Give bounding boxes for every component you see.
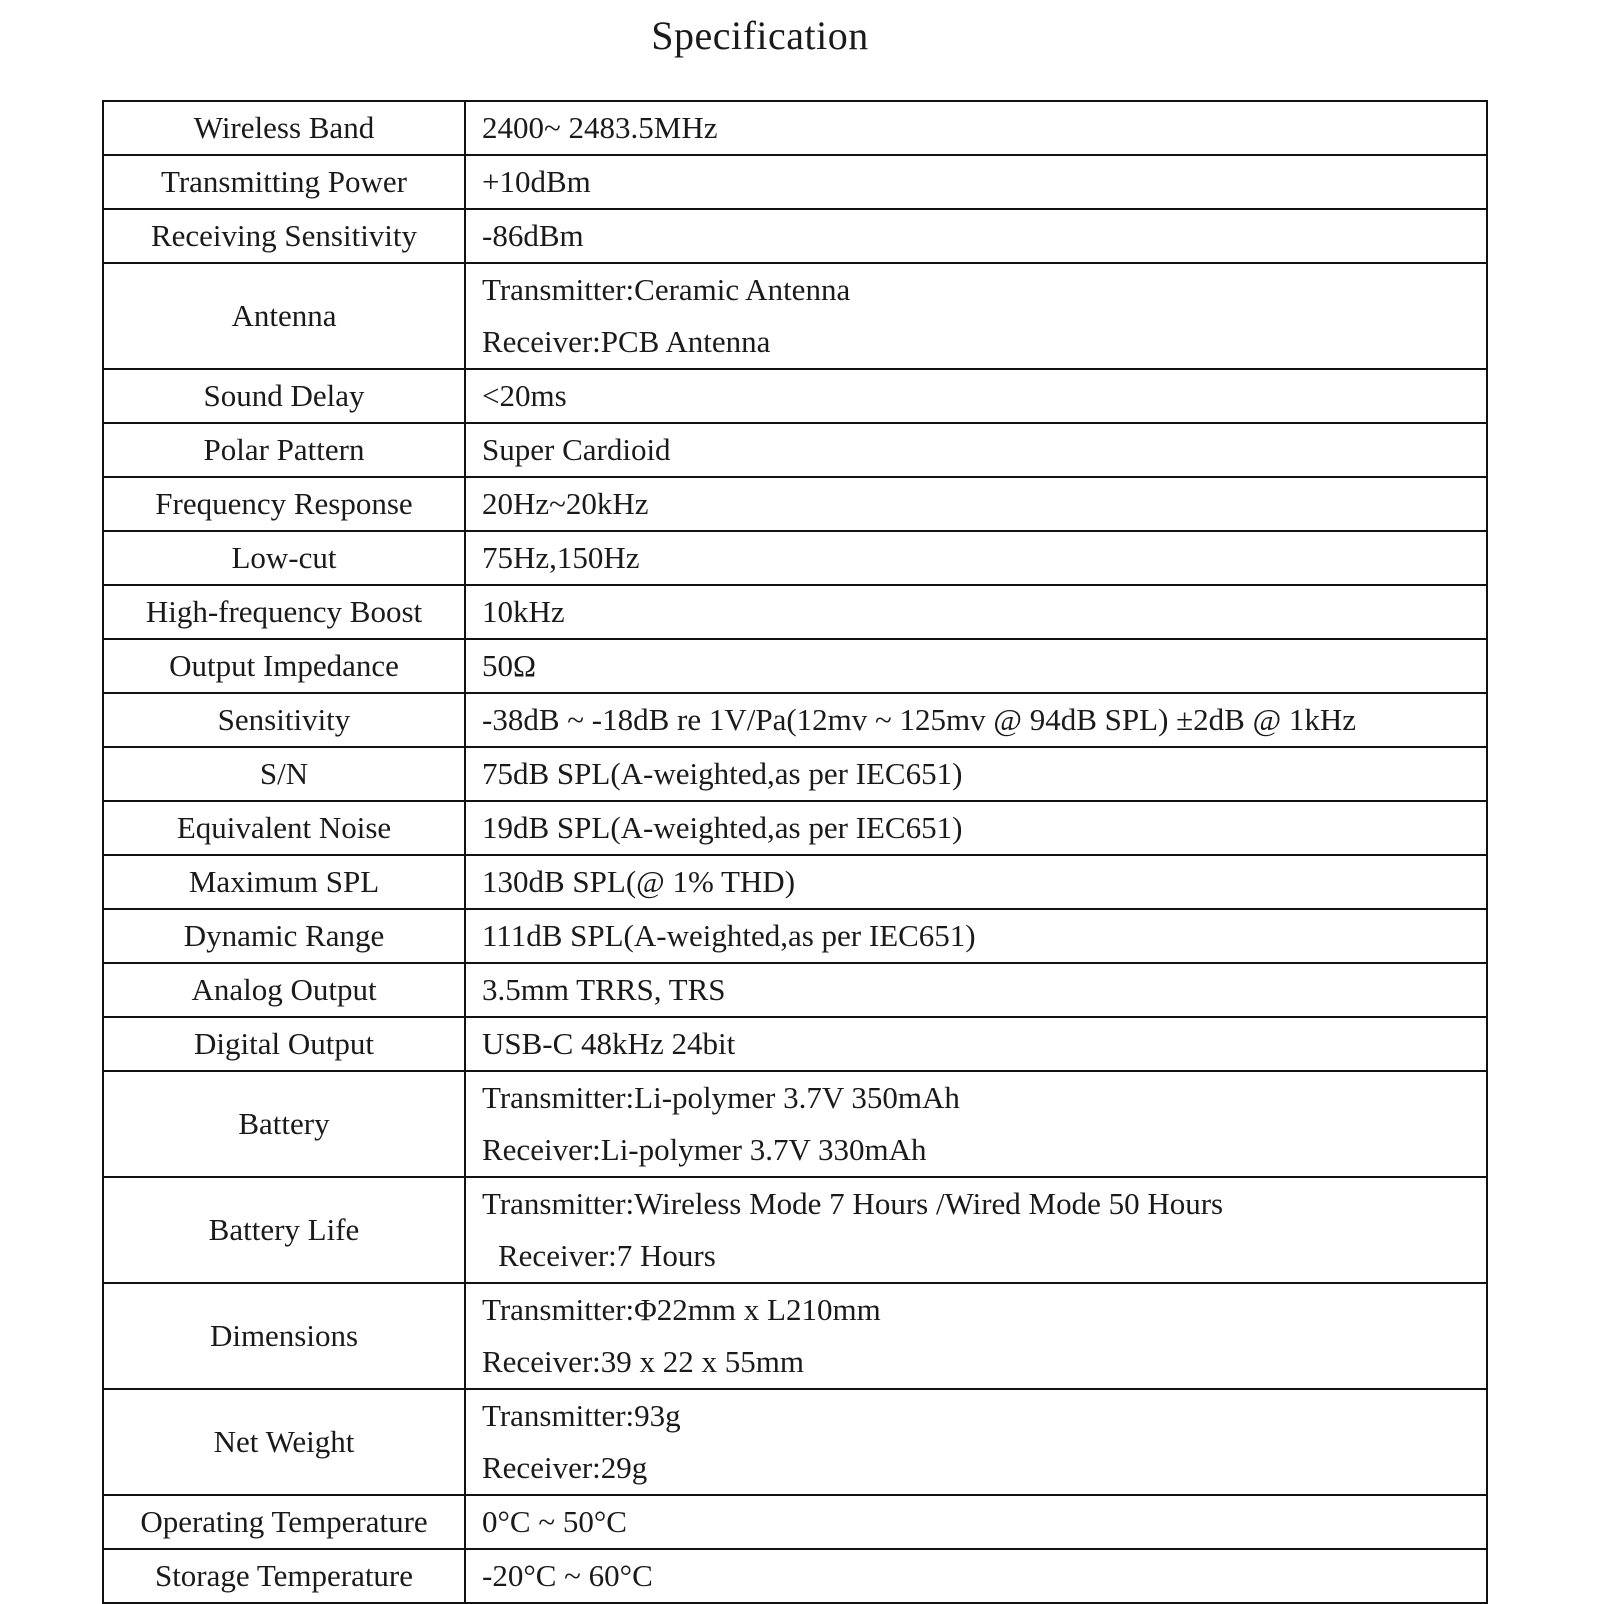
spec-label: Battery <box>103 1071 465 1177</box>
page-title: Specification <box>651 13 869 58</box>
spec-label: Operating Temperature <box>103 1495 465 1549</box>
table-row <box>103 155 1487 209</box>
table-row <box>103 531 1487 585</box>
table-row <box>103 855 1487 909</box>
spec-value <box>465 531 1487 585</box>
spec-value-line: -86dBm <box>482 218 584 253</box>
spec-label: Storage Temperature <box>103 1549 465 1603</box>
table-row <box>103 1017 1487 1071</box>
spec-value-line: Receiver:Li-polymer 3.7V 330mAh <box>482 1132 927 1167</box>
spec-value <box>465 101 1487 155</box>
spec-value-line: Receiver:PCB Antenna <box>482 324 771 359</box>
spec-label: Analog Output <box>103 963 465 1017</box>
spec-value-line: 19dB SPL(A-weighted,as per IEC651) <box>482 810 963 845</box>
spec-value-line: 130dB SPL(@ 1% THD) <box>482 864 796 899</box>
table-row <box>103 423 1487 477</box>
spec-value-line: 20Hz~20kHz <box>482 486 649 521</box>
table-row <box>103 1071 1487 1177</box>
spec-label: Wireless Band <box>103 101 465 155</box>
table-row <box>103 477 1487 531</box>
spec-value-line: 0°C ~ 50°C <box>482 1504 627 1539</box>
spec-value-line: -38dB ~ -18dB re 1V/Pa(12mv ~ 125mv @ 94dB SPL) ±2dB @ 1kHz <box>482 702 1357 737</box>
spec-label: S/N <box>103 747 465 801</box>
spec-value-line: 2400~ 2483.5MHz <box>482 110 718 145</box>
spec-value <box>465 423 1487 477</box>
spec-value-line: 50Ω <box>482 648 537 683</box>
table-row <box>103 909 1487 963</box>
spec-value-line: Transmitter:Φ22mm x L210mm <box>482 1292 881 1327</box>
spec-value <box>465 369 1487 423</box>
table-row <box>103 1389 1487 1495</box>
table-row <box>103 209 1487 263</box>
spec-value <box>465 1283 1487 1389</box>
specification-table <box>102 100 1488 1604</box>
table-row <box>103 585 1487 639</box>
spec-label: Antenna <box>103 263 465 369</box>
table-row <box>103 747 1487 801</box>
table-row <box>103 801 1487 855</box>
spec-value-line: Transmitter:93g <box>482 1398 681 1433</box>
spec-value <box>465 1549 1487 1603</box>
table-row <box>103 1549 1487 1603</box>
spec-value-line: Receiver:7 Hours <box>498 1238 716 1273</box>
spec-label: Net Weight <box>103 1389 465 1495</box>
spec-value <box>465 1177 1487 1283</box>
spec-label: Equivalent Noise <box>103 801 465 855</box>
spec-value-line: Transmitter:Li-polymer 3.7V 350mAh <box>482 1080 960 1115</box>
spec-value-line: Transmitter:Wireless Mode 7 Hours /Wired Mode 50 Hours <box>482 1186 1224 1221</box>
spec-value-line: +10dBm <box>482 164 591 199</box>
table-row <box>103 101 1487 155</box>
spec-value <box>465 477 1487 531</box>
table-row <box>103 369 1487 423</box>
spec-value <box>465 639 1487 693</box>
spec-value <box>465 1495 1487 1549</box>
spec-value-line: Super Cardioid <box>482 432 671 467</box>
spec-value-line: Receiver:29g <box>482 1450 648 1485</box>
spec-value-line: Receiver:39 x 22 x 55mm <box>482 1344 804 1379</box>
spec-value <box>465 155 1487 209</box>
table-row <box>103 263 1487 369</box>
spec-value <box>465 693 1487 747</box>
spec-value <box>465 263 1487 369</box>
spec-label: Low-cut <box>103 531 465 585</box>
table-row <box>103 1177 1487 1283</box>
spec-value <box>465 747 1487 801</box>
spec-value <box>465 1071 1487 1177</box>
spec-value <box>465 855 1487 909</box>
spec-label: Polar Pattern <box>103 423 465 477</box>
spec-label: Sensitivity <box>103 693 465 747</box>
spec-label: Dynamic Range <box>103 909 465 963</box>
table-row <box>103 1283 1487 1389</box>
spec-label: Dimensions <box>103 1283 465 1389</box>
spec-value-line: 3.5mm TRRS, TRS <box>482 972 726 1007</box>
spec-value <box>465 801 1487 855</box>
spec-label: Maximum SPL <box>103 855 465 909</box>
table-row <box>103 963 1487 1017</box>
spec-value-line: 75dB SPL(A-weighted,as per IEC651) <box>482 756 963 791</box>
spec-label: Battery Life <box>103 1177 465 1283</box>
spec-value <box>465 585 1487 639</box>
table-row <box>103 1495 1487 1549</box>
spec-value-line: <20ms <box>482 378 567 413</box>
spec-value-line: 111dB SPL(A-weighted,as per IEC651) <box>482 918 976 953</box>
spec-value <box>465 209 1487 263</box>
table-row <box>103 639 1487 693</box>
spec-label: Frequency Response <box>103 477 465 531</box>
spec-value-line: 10kHz <box>482 594 565 629</box>
spec-label: Output Impedance <box>103 639 465 693</box>
spec-value <box>465 1017 1487 1071</box>
spec-label: Sound Delay <box>103 369 465 423</box>
spec-label: High-frequency Boost <box>103 585 465 639</box>
spec-value-line: -20°C ~ 60°C <box>482 1558 653 1593</box>
spec-value <box>465 909 1487 963</box>
spec-value <box>465 963 1487 1017</box>
spec-value-line: Transmitter:Ceramic Antenna <box>482 272 851 307</box>
spec-label: Transmitting Power <box>103 155 465 209</box>
spec-value-line: USB-C 48kHz 24bit <box>482 1026 736 1061</box>
spec-value <box>465 1389 1487 1495</box>
spec-value-line: 75Hz,150Hz <box>482 540 640 575</box>
table-row <box>103 693 1487 747</box>
spec-label: Digital Output <box>103 1017 465 1071</box>
spec-label: Receiving Sensitivity <box>103 209 465 263</box>
